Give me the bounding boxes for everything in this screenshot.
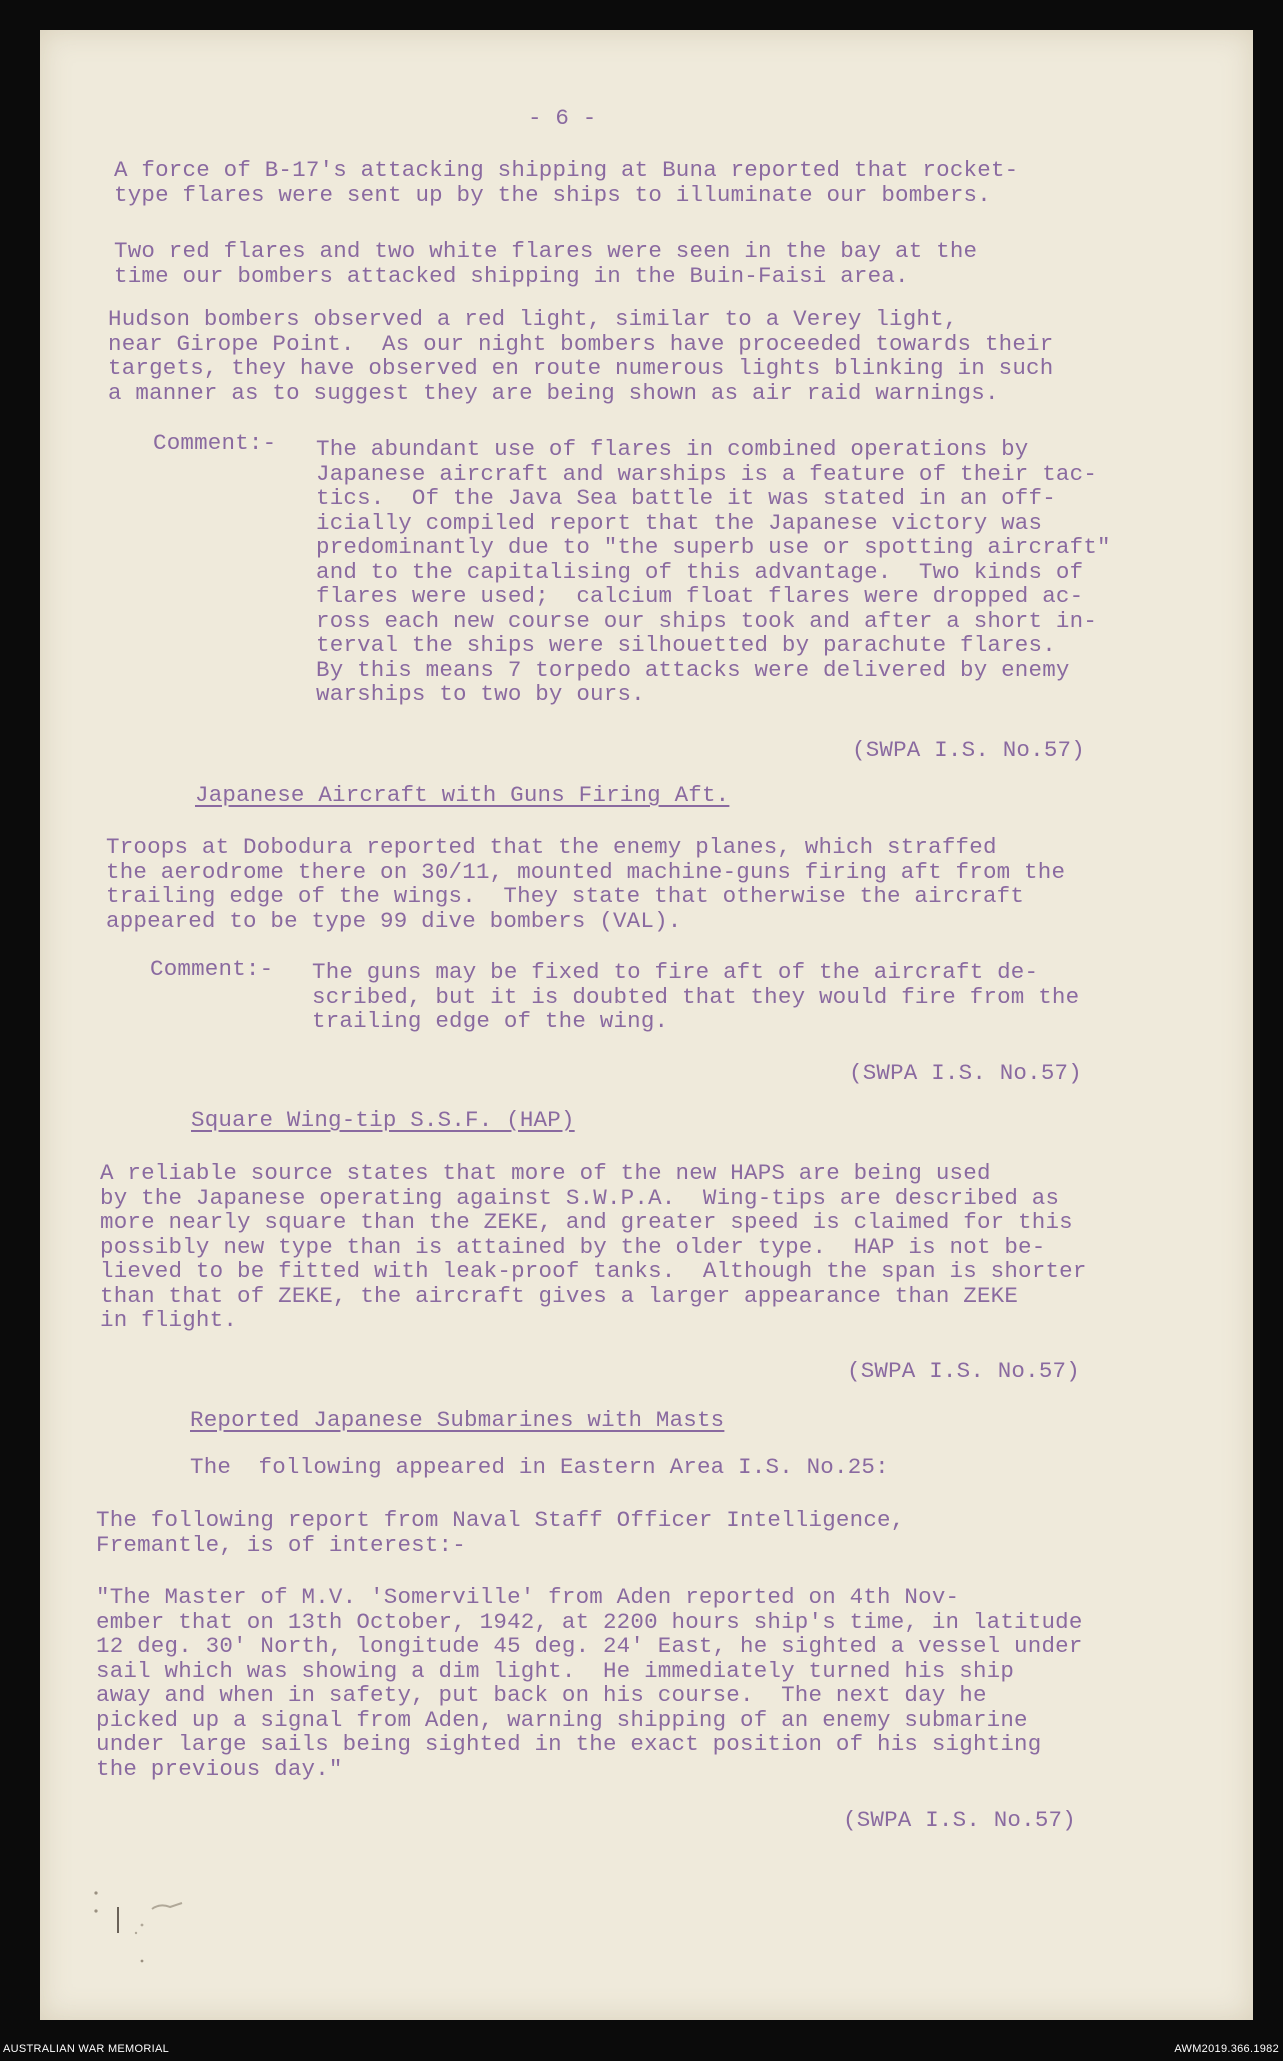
paragraph-hudson-bombers: Hudson bombers observed a red light, similar to a Verey light, near Girope Point. As our night bombers have proceeded towards their targets, they have observed en route numerous lights blinking in such a manner as to suggest they are being shown as air raid warnings. bbox=[108, 306, 1054, 406]
paragraph-fremantle: The following report from Naval Staff Officer Intelligence, Fremantle, is of interest:- bbox=[96, 1507, 905, 1558]
heading-aircraft-guns-aft: Japanese Aircraft with Guns Firing Aft. bbox=[195, 782, 730, 808]
comment-flares: The abundant use of flares in combined operations by Japanese aircraft and warships is a feature of their tac- tics. Of the Java Sea battle it was stated in an off- icially compiled report that the Japanese victory was predominantly due to "the superb use or spotting aircraft" and to the capitalising of this advantage. Two kinds of flares were used; calcium float flares were dropped ac- ross each new course our ships took and after a short in- terval the ships were silhouetted by parachute flares. By this means 7 torpedo attacks were delivered by enemy warships to two by ours. bbox=[316, 436, 1111, 707]
paragraph-dobodura: Troops at Dobodura reported that the enemy planes, which straffed the aerodrome there on 30/11, mounted machine-guns firing aft from the trailing edge of the wings. They state that otherwise the aircraft appeared to be type 99 dive bombers (VAL). bbox=[106, 834, 1066, 934]
paragraph-rocket-flares: A force of B-17's attacking shipping at Buna reported that rocket- type flares were sent up by the ships to illuminate our bombers. bbox=[114, 157, 1019, 208]
footer-archive-name: AUSTRALIAN WAR MEMORIAL bbox=[3, 2043, 170, 2055]
comment-label-guns: Comment:- bbox=[150, 956, 274, 982]
reference-4: (SWPA I.S. No.57) bbox=[843, 1807, 1076, 1833]
reference-1: (SWPA I.S. No.57) bbox=[852, 737, 1085, 763]
comment-label-flares: Comment:- bbox=[153, 430, 277, 456]
reference-2: (SWPA I.S. No.57) bbox=[849, 1060, 1082, 1086]
heading-submarines-masts: Reported Japanese Submarines with Masts bbox=[190, 1407, 725, 1433]
heading-square-wing-tip: Square Wing-tip S.S.F. (HAP) bbox=[191, 1107, 575, 1133]
footer-accession-number: AWM2019.366.1982 bbox=[1174, 2043, 1279, 2055]
paragraph-haps: A reliable source states that more of the new HAPS are being used by the Japanese operating against S.W.P.A. Wing-tips are described as more nearly square than the ZEKE, and greater speed is claimed for this possibly new type than is attained by the older type. HAP is not be- lieved to be fitted with leak-proof tanks. Although the span is shorter than that of ZEKE, the aircraft gives a larger appearance than ZEKE in flight. bbox=[100, 1160, 1087, 1333]
paragraph-eastern-area: The following appeared in Eastern Area I.S. No.25: bbox=[190, 1454, 889, 1480]
comment-guns: The guns may be fixed to fire aft of the aircraft de- scribed, but it is doubted that they would fire from the trailing edge of the wing. bbox=[312, 959, 1080, 1034]
paper-marks bbox=[90, 1885, 230, 1975]
paragraph-red-white-flares: Two red flares and two white flares were seen in the bay at the time our bombers attacked shipping in the Buin-Faisi area. bbox=[114, 238, 978, 289]
reference-3: (SWPA I.S. No.57) bbox=[847, 1358, 1080, 1384]
page-number: - 6 - bbox=[528, 105, 597, 131]
paragraph-somerville-report: "The Master of M.V. 'Somerville' from Aden reported on 4th Nov- ember that on 13th October, 1942, at 2200 hours ship's time, in latitude 12 deg. 30' North, longitude 45 deg. 24' East, he sighted a vessel under sail which was showing a dim light. He immediately turned his ship away and when in safety, put back on his course. The next day he picked up a signal from Aden, warning shipping of an enemy submarine under large sails being sighted in the exact position of his sighting the previous day." bbox=[96, 1584, 1083, 1782]
